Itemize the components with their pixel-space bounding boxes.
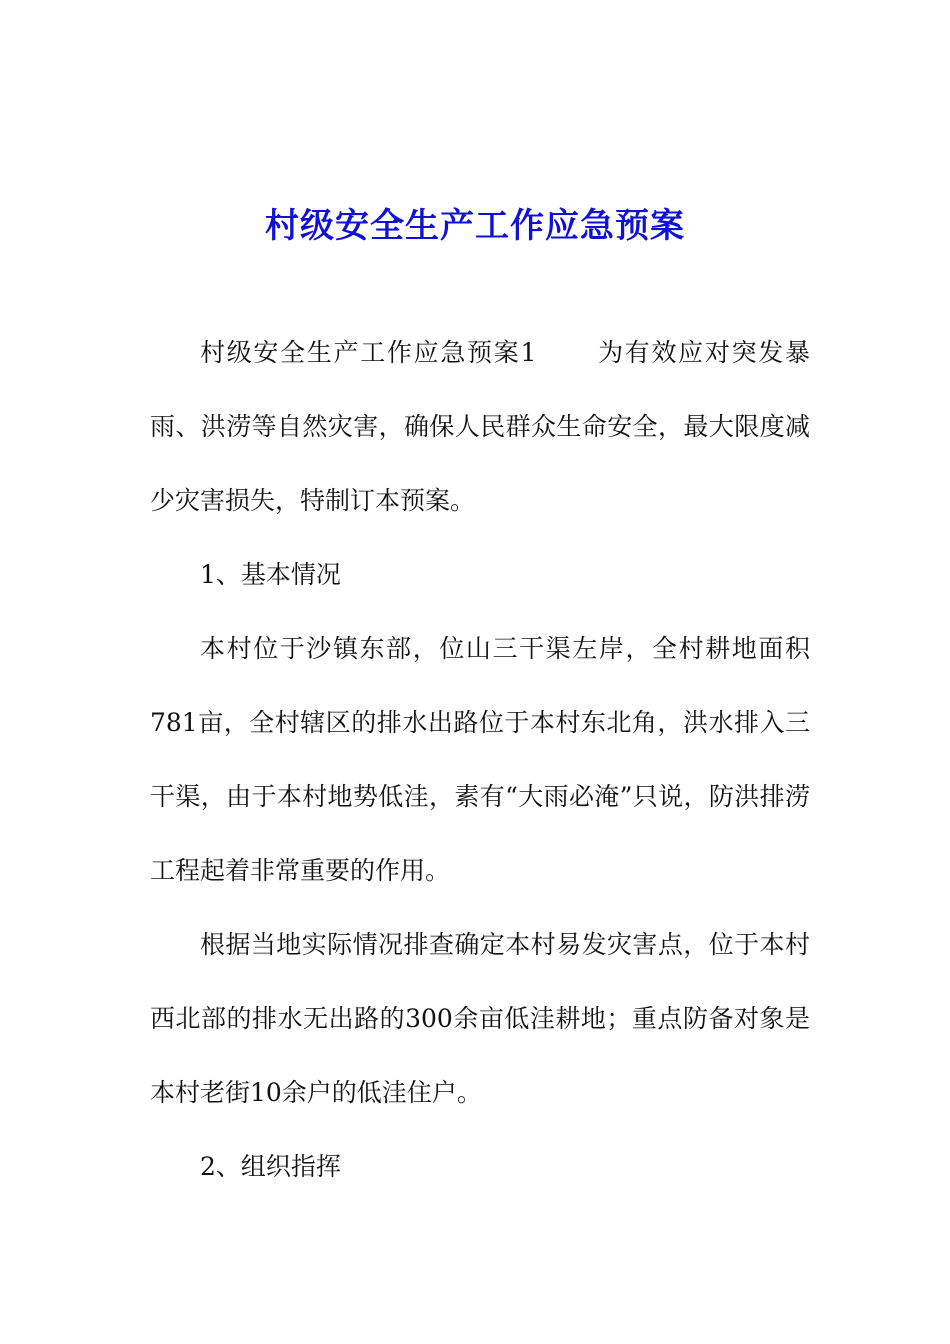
paragraph-village-location: 本村位于沙镇东部，位山三干渠左岸，全村耕地面积781亩，全村辖区的排水出路位于本村东北角，洪水排入三干渠，由于本村地势低洼，素有“大雨必淹”只说，防洪排涝工程起着非常重要的作用。 (150, 634, 810, 885)
intro-lead: 村级安全生产工作应急预案1 (200, 338, 537, 367)
intro-text: 为有效应对突发暴雨、洪涝等自然灾害，确保人民群众生命安全，最大限度减少灾害损失，特制订本预案。 (150, 338, 810, 515)
document-title: 村级安全生产工作应急预案 (265, 205, 685, 246)
paragraph-intro (150, 316, 810, 538)
section-heading-command: 2、组织指挥 (200, 1152, 341, 1181)
paragraph-hazard-points: 根据当地实际情况排查确定本村易发灾害点，位于本村西北部的排水无出路的300余亩低洼耕地；重点防备对象是本村老街10余户的低洼住户。 (150, 930, 810, 1107)
document-body (150, 316, 810, 1204)
section-heading-basic-info: 1、基本情况 (200, 560, 341, 589)
